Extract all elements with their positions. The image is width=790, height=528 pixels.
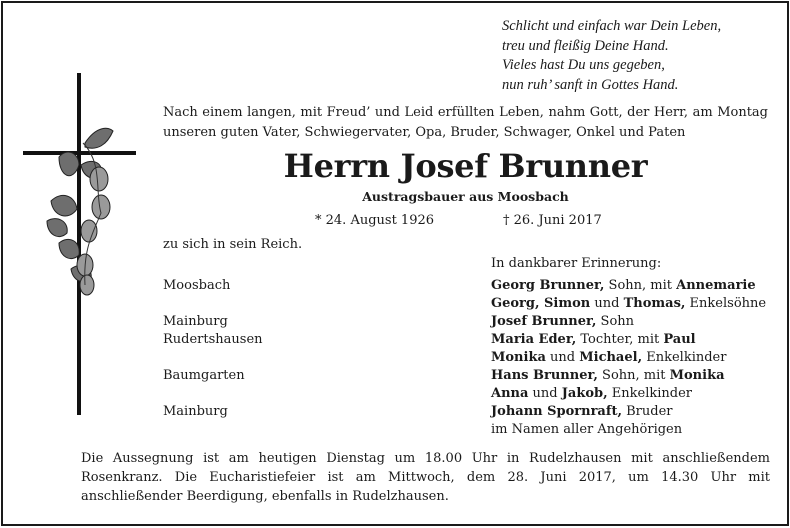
mourner-line: [491, 277, 756, 295]
poem-line: treu und fleißig Deine Hand.: [502, 37, 669, 54]
mourner-relation: Sohn: [596, 314, 635, 329]
cross-with-hop-vine-icon: [23, 73, 141, 418]
intro-paragraph: Nach einem langen, mit Freud’ und Leid erfüllten Leben, nahm Gott, der Herr, am Montag unseren guten Vater, Schwiegervater, Opa, Bruder, Schwager, Onkel und Paten: [163, 105, 768, 140]
mourner-name: Michael,: [579, 350, 643, 365]
mourner-line: [491, 403, 673, 421]
mourner-name: Thomas,: [623, 296, 686, 311]
obituary-notice: [1, 1, 789, 526]
mourner-line: [491, 385, 692, 403]
mourner-relation: im Namen aller Angehörigen: [491, 422, 683, 437]
mourner-line: [491, 331, 696, 349]
mourner-relation: Enkelsöhne: [685, 296, 767, 311]
mourner-relation: Sohn, mit: [604, 278, 677, 293]
poem-line: Vieles hast Du uns gegeben,: [502, 57, 665, 73]
mourner-name: Johann Spornraft,: [491, 404, 622, 419]
mourner-relation: und: [590, 296, 624, 311]
mourner-relation: Enkelkinder: [607, 386, 693, 401]
mourner-name: Monika: [669, 368, 725, 383]
memorial-poem: [502, 17, 721, 95]
mourner-name: Jakob,: [561, 386, 608, 401]
funeral-details: Die Aussegnung ist am heutigen Dienstag um 18.00 Uhr in Rudelzhausen mit anschließendem Rosenkranz. Die Eucharistiefeier ist am Mittwoch, dem 28. Juni 2017, um 14.30 Uhr mit anschließender Beerdigung, ebenfalls in Rudelzhausen.: [81, 451, 770, 504]
place-name: Mainburg: [163, 404, 228, 419]
mourner-line: [491, 295, 766, 313]
mourner-name: Paul: [663, 332, 696, 347]
mourner-line: [491, 313, 634, 331]
mourner-line: [491, 367, 725, 385]
mourner-name: Anna: [491, 386, 529, 401]
mourners-heading: In dankbarer Erinnerung:: [491, 256, 662, 271]
mourner-name: Maria Eder,: [491, 332, 577, 347]
mourner-name: Annemarie: [676, 278, 756, 293]
place-name: Baumgarten: [163, 368, 245, 383]
mourner-relation: und: [545, 350, 580, 365]
mourner-name: Georg, Simon: [491, 296, 591, 311]
mourner-relation: Tochter, mit: [576, 332, 664, 347]
mourner-name: Hans Brunner,: [491, 368, 598, 383]
poem-line: nun ruh’ sanft in Gottes Hand.: [502, 76, 679, 93]
mourner-name: Georg Brunner,: [491, 278, 605, 293]
place-name: Moosbach: [163, 278, 231, 293]
mourner-relation: und: [528, 386, 562, 401]
mourner-relation: Bruder: [621, 404, 673, 419]
mourner-line: [491, 349, 726, 367]
deceased-occupation: Austragsbauer aus Moosbach: [362, 189, 569, 204]
mourner-line: [491, 421, 682, 439]
mourner-name: Josef Brunner,: [491, 314, 597, 329]
mourner-name: Monika: [491, 350, 546, 365]
mourner-relation: Sohn, mit: [597, 368, 670, 383]
deceased-name: Herrn Josef Brunner: [283, 147, 648, 185]
place-name: Mainburg: [163, 314, 228, 329]
place-name: Rudertshausen: [163, 332, 263, 347]
poem-line: Schlicht und einfach war Dein Leben,: [502, 18, 722, 34]
mourner-relation: Enkelkinder: [642, 350, 727, 365]
death-date: † 26. Juni 2017: [503, 213, 602, 228]
closing-line: zu sich in sein Reich.: [163, 237, 303, 252]
birth-date: * 24. August 1926: [315, 213, 435, 228]
